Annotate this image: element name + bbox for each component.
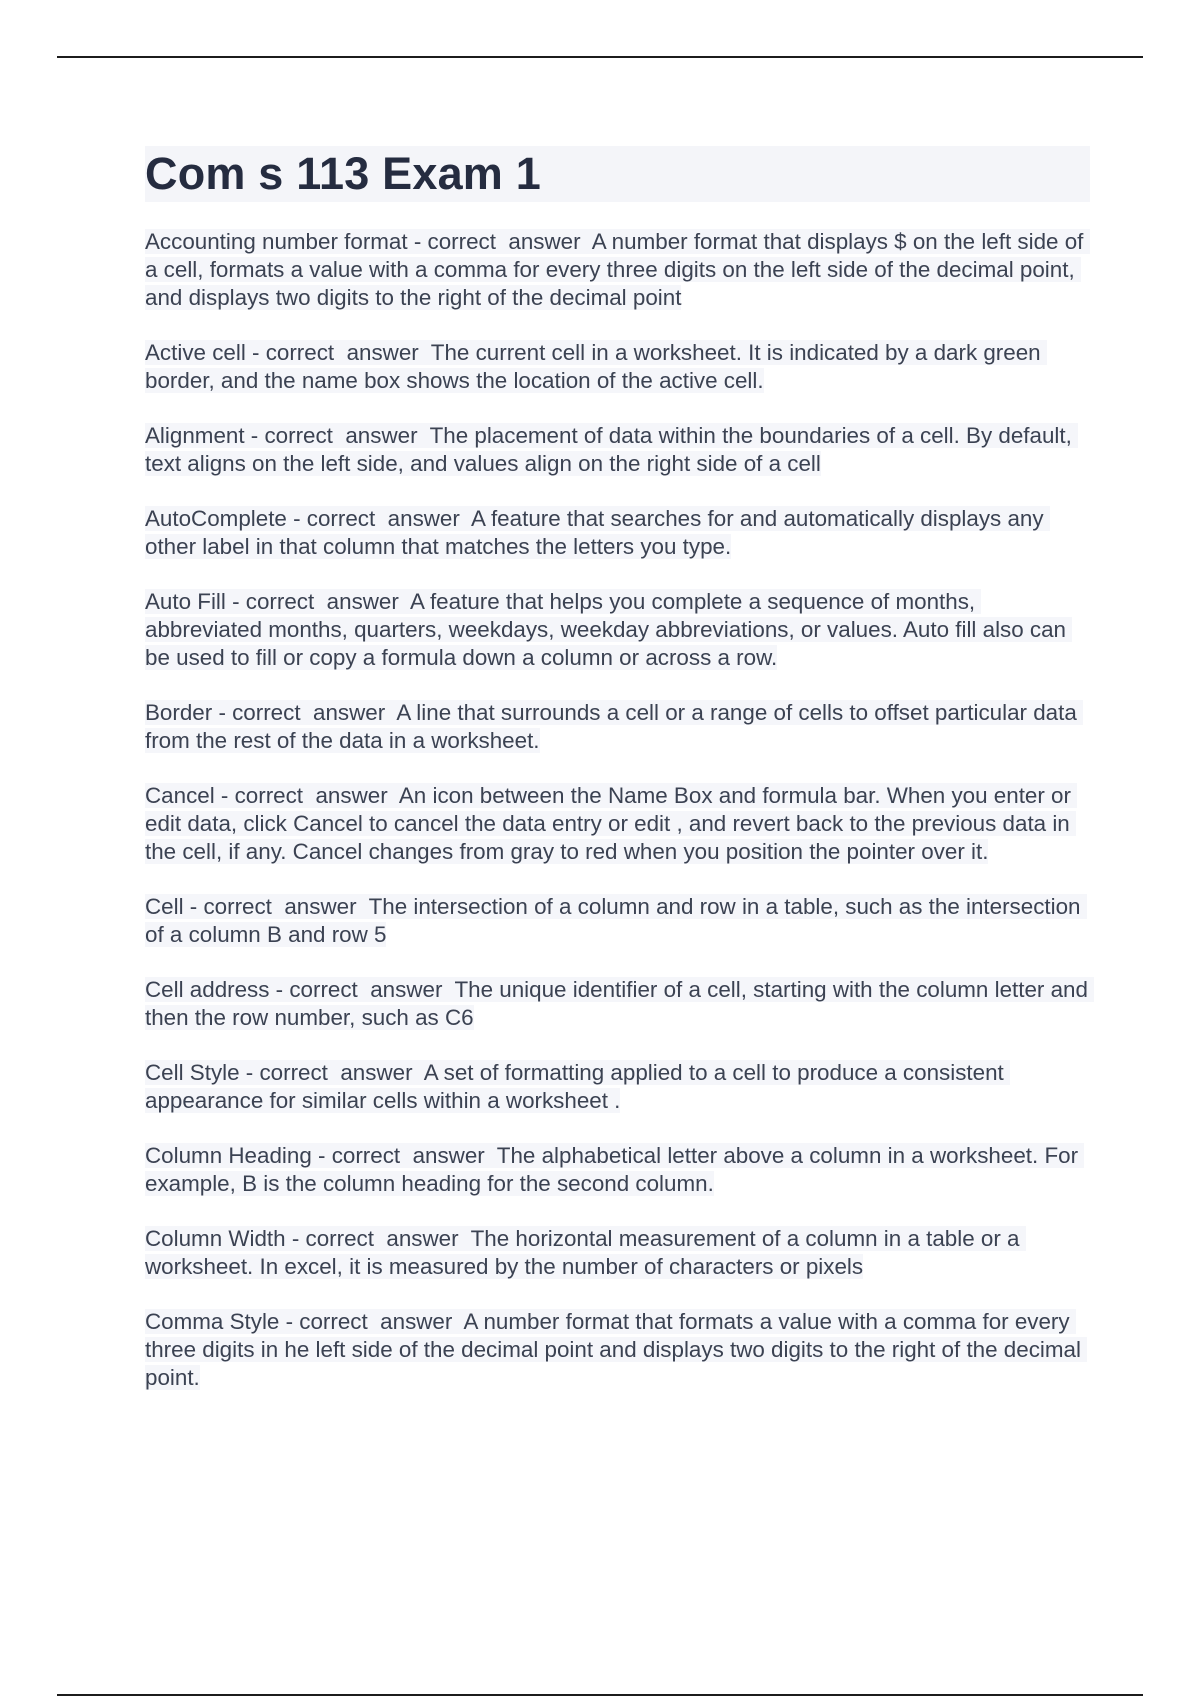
glossary-entry: [145, 505, 1090, 561]
glossary-entry: [145, 1142, 1090, 1198]
entry-term: Auto Fill: [145, 589, 226, 614]
entry-definition: The horizontal measurement of a column in a table or a worksheet. In excel, it is measured by the number of characters or pixels: [145, 1226, 1026, 1279]
entry-separator: - correct answer: [279, 1309, 464, 1334]
entry-definition: An icon between the Name Box and formula bar. When you enter or edit data, click Cancel to cancel the data entry or edit , and revert back to the previous data in the cell, if any. Cancel changes from gray to red when you position the pointer over it.: [145, 783, 1078, 864]
entry-term: Comma Style: [145, 1309, 280, 1334]
entry-separator: - correct answer: [244, 423, 430, 448]
entry-separator: - correct answer: [225, 589, 411, 614]
glossary-entry: [145, 339, 1090, 395]
glossary-entry: [145, 228, 1090, 312]
glossary-entry: [145, 699, 1090, 755]
entry-term: Column Width: [145, 1226, 286, 1251]
entry-separator: - correct answer: [214, 783, 399, 808]
entry-separator: - correct answer: [286, 506, 472, 531]
entry-definition: A feature that helps you complete a sequence of months, abbreviated months, quarters, weekdays, weekday abbreviations, or values. Auto fill also can be used to fill or copy a formula down a column or across a row.: [145, 589, 1073, 670]
entry-term: Cancel: [145, 783, 215, 808]
entry-term: Cell: [145, 894, 184, 919]
bottom-rule: [57, 1694, 1143, 1696]
entry-term: Cell address: [145, 977, 270, 1002]
top-rule: [57, 56, 1143, 58]
entry-separator: - correct answer: [239, 1060, 424, 1085]
entry-definition: The current cell in a worksheet. It is indicated by a dark green border, and the name box shows the location of the active cell.: [145, 340, 1047, 393]
glossary-entry: [145, 422, 1090, 478]
entry-definition: A line that surrounds a cell or a range of cells to offset particular data from the rest of the data in a worksheet.: [145, 700, 1084, 753]
entry-definition: A feature that searches for and automatically displays any other label in that column that matches the letters you type.: [145, 506, 1050, 559]
entry-definition: The alphabetical letter above a column in a worksheet. For example, B is the column heading for the second column.: [145, 1143, 1085, 1196]
entry-term: Alignment: [145, 423, 245, 448]
glossary-entry: [145, 893, 1090, 949]
entry-separator: - correct answer: [285, 1226, 471, 1251]
entry-separator: - correct answer: [269, 977, 455, 1002]
entry-term: Accounting number format: [145, 229, 408, 254]
entry-separator: - correct answer: [311, 1143, 497, 1168]
glossary-entry: [145, 1308, 1090, 1392]
entry-term: Border: [145, 700, 213, 725]
entry-separator: - correct answer: [245, 340, 431, 365]
entry-definition: The placement of data within the boundaries of a cell. By default, text aligns on the left side, and values align on the right side of a cell: [145, 423, 1079, 476]
entry-term: Cell Style: [145, 1060, 240, 1085]
document-title: Com s 113 Exam 1: [145, 148, 541, 199]
entry-definition: A set of formatting applied to a cell to produce a consistent appearance for similar cells within a worksheet .: [145, 1060, 1010, 1113]
glossary-entry: [145, 588, 1090, 672]
entry-separator: - correct answer: [183, 894, 369, 919]
glossary-entry: [145, 1225, 1090, 1281]
entry-definition: A number format that displays $ on the left side of a cell, formats a value with a comma for every three digits on the left side of the decimal point, and displays two digits to the right of the decimal point: [145, 229, 1090, 310]
entry-separator: - correct answer: [212, 700, 397, 725]
title-band: [145, 146, 1090, 202]
entry-definition: The unique identifier of a cell, starting with the column letter and then the row number, such as C6: [145, 977, 1095, 1030]
glossary-entry: [145, 1059, 1090, 1115]
entry-definition: A number format that formats a value with a comma for every three digits in he left side of the decimal point and displays two digits to the right of the decimal point.: [145, 1309, 1088, 1390]
entry-separator: - correct answer: [407, 229, 592, 254]
entry-definition: The intersection of a column and row in a table, such as the intersection of a column B and row 5: [145, 894, 1087, 947]
glossary-entry: [145, 976, 1095, 1032]
entry-term: AutoComplete: [145, 506, 287, 531]
entry-term: Column Heading: [145, 1143, 312, 1168]
entry-term: Active cell: [145, 340, 246, 365]
glossary-entry: [145, 782, 1090, 866]
document-body: [145, 146, 1095, 1419]
glossary-list: [145, 228, 1095, 1392]
